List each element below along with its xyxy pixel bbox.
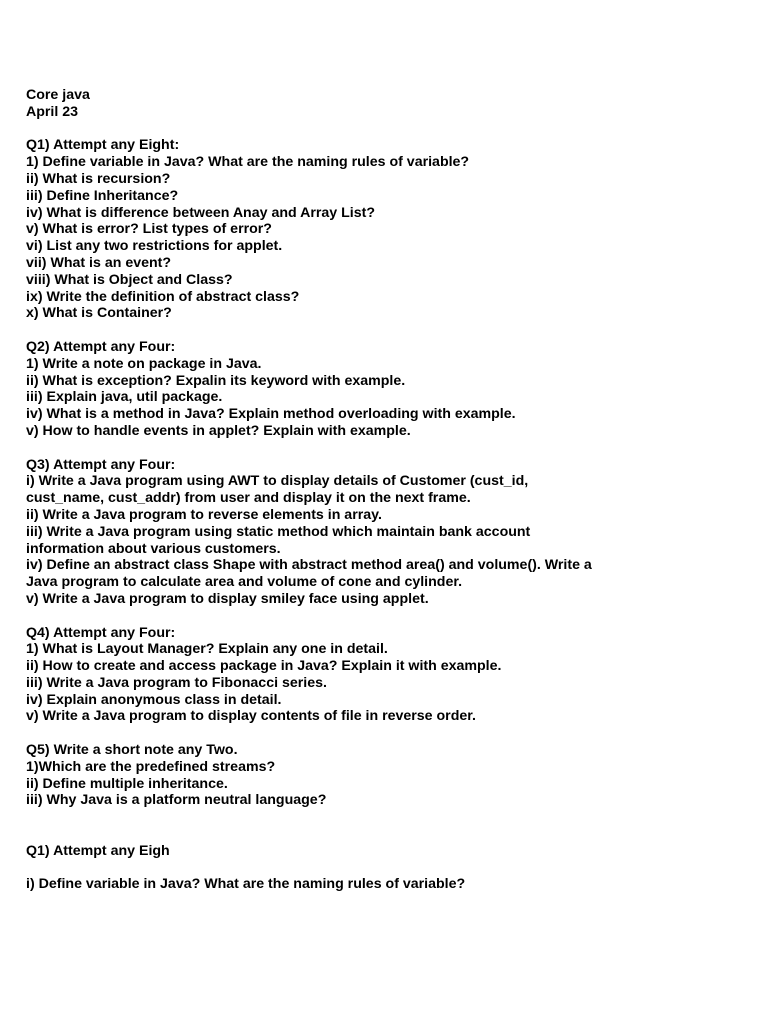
question-item: ii) How to create and access package in Java? Explain it with example.	[26, 658, 502, 675]
question-item: iii) Write a Java program to Fibonacci series.	[26, 674, 327, 691]
question-item: ix) Write the definition of abstract class?	[26, 288, 300, 305]
question-item: ii) What is recursion?	[26, 170, 171, 187]
question-item: viii) What is Object and Class?	[26, 271, 233, 288]
question-item: 1)Which are the predefined streams?	[26, 758, 276, 775]
section-heading: Q1) Attempt any Eight:	[26, 137, 180, 154]
question-section	[26, 625, 746, 743]
exam-paper	[26, 87, 746, 893]
question-item: v) Write a Java program to display contents of file in reverse order.	[26, 708, 476, 725]
question-item: iv) Explain anonymous class in detail.	[26, 691, 282, 708]
exam-date: April 23	[26, 103, 79, 120]
question-item: 1) Write a note on package in Java.	[26, 355, 262, 372]
section-heading: Q5) Write a short note any Two.	[26, 742, 238, 759]
footer-item: i) Define variable in Java? What are the naming rules of variable?	[26, 876, 466, 893]
question-item: v) Write a Java program to display smiley face using applet.	[26, 590, 429, 607]
question-item: iii) Why Java is a platform neutral language?	[26, 792, 327, 809]
question-item: v) What is error? List types of error?	[26, 221, 272, 238]
question-item: iv) What is a method in Java? Explain method overloading with example.	[26, 406, 516, 423]
question-section	[26, 339, 746, 457]
subject-title: Core java	[26, 87, 90, 103]
question-item: cust_name, cust_addr) from user and display it on the next frame.	[26, 490, 471, 507]
question-section	[26, 137, 746, 339]
question-item: v) How to handle events in applet? Explain with example.	[26, 422, 411, 439]
question-item: ii) What is exception? Expalin its keyword with example.	[26, 372, 406, 389]
question-item: iii) Write a Java program using static method which maintain bank account	[26, 523, 531, 540]
question-item: x) What is Container?	[26, 305, 172, 322]
question-item: iv) Define an abstract class Shape with abstract method area() and volume(). Write a	[26, 557, 592, 574]
question-item: vi) List any two restrictions for applet.	[26, 238, 283, 255]
question-item: ii) Define multiple inheritance.	[26, 775, 228, 792]
section-heading: Q3) Attempt any Four:	[26, 456, 176, 473]
section-heading: Q2) Attempt any Four:	[26, 338, 176, 355]
section-heading: Q4) Attempt any Four:	[26, 624, 176, 641]
question-item: 1) What is Layout Manager? Explain any one in detail.	[26, 641, 388, 658]
question-item: iii) Explain java, util package.	[26, 389, 223, 406]
question-sections	[26, 137, 746, 809]
question-section	[26, 457, 746, 625]
question-item: information about various customers.	[26, 540, 281, 557]
question-item: Java program to calculate area and volume of cone and cylinder.	[26, 574, 463, 591]
question-item: ii) Write a Java program to reverse elements in array.	[26, 506, 382, 523]
question-item: iv) What is difference between Anay and Array List?	[26, 204, 375, 221]
question-section	[26, 742, 746, 809]
question-item: i) Write a Java program using AWT to display details of Customer (cust_id,	[26, 473, 529, 490]
question-item: 1) Define variable in Java? What are the naming rules of variable?	[26, 154, 470, 171]
footer-heading: Q1) Attempt any Eigh	[26, 842, 170, 859]
question-item: vii) What is an event?	[26, 254, 172, 271]
question-item: iii) Define Inheritance?	[26, 187, 179, 204]
